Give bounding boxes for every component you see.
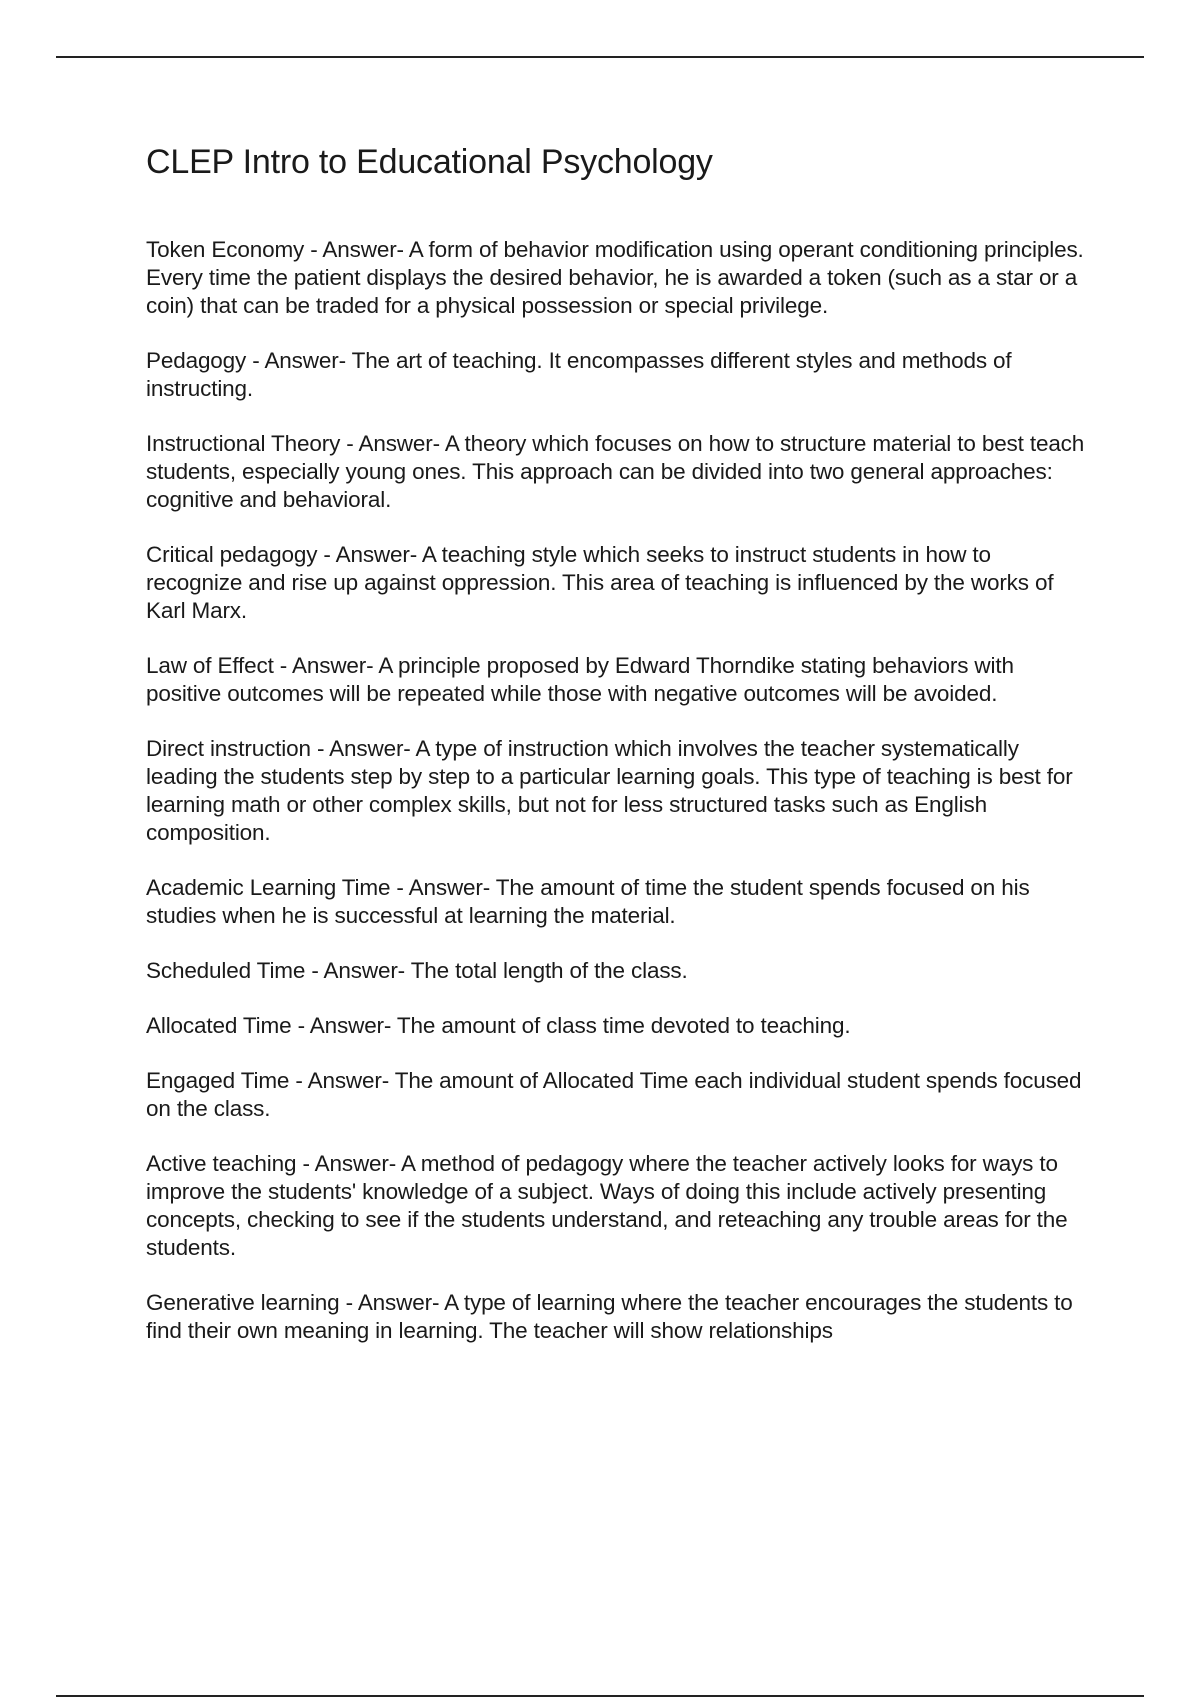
entry-engaged-time: Engaged Time - Answer- The amount of Allocated Time each individual student spends focused on the class. xyxy=(146,1068,1082,1121)
document-title: CLEP Intro to Educational Psychology xyxy=(146,143,713,181)
entry-academic-learning-time: Academic Learning Time - Answer- The amount of time the student spends focused on his studies when he is successful at learning the material. xyxy=(146,875,1030,928)
entry-critical-pedagogy: Critical pedagogy - Answer- A teaching style which seeks to instruct students in how to recognize and rise up against oppression. This area of teaching is influenced by the works of Karl Marx. xyxy=(146,542,1054,623)
entry-instructional-theory: Instructional Theory - Answer- A theory which focuses on how to structure material to best teach students, especially young ones. This approach can be divided into two general approaches: cognitive and behavioral. xyxy=(146,431,1085,512)
document-body xyxy=(146,140,1086,1372)
entry-generative-learning: Generative learning - Answer- A type of learning where the teacher encourages the students to find their own meaning in learning. The teacher will show relationships xyxy=(146,1290,1073,1343)
entry-direct-instruction: Direct instruction - Answer- A type of instruction which involves the teacher systematically leading the students step by step to a particular learning goals. This type of teaching is best for learning math or other complex skills, but not for less structured tasks such as English composition. xyxy=(146,736,1073,845)
entry-active-teaching: Active teaching - Answer- A method of pedagogy where the teacher actively looks for ways to improve the students' knowledge of a subject. Ways of doing this include actively presenting concepts, checking to see if the students understand, and reteaching any trouble areas for the students. xyxy=(146,1151,1068,1260)
entry-allocated-time: Allocated Time - Answer- The amount of class time devoted to teaching. xyxy=(146,1013,851,1038)
bottom-divider xyxy=(56,1695,1144,1697)
entry-scheduled-time: Scheduled Time - Answer- The total length of the class. xyxy=(146,958,688,983)
entry-token-economy: Token Economy - Answer- A form of behavior modification using operant conditioning principles. Every time the patient displays the desired behavior, he is awarded a token (such as a star or a coin) that can be traded for a physical possession or special privilege. xyxy=(146,237,1084,318)
entry-pedagogy: Pedagogy - Answer- The art of teaching. It encompasses different styles and methods of instructing. xyxy=(146,348,1012,401)
top-divider xyxy=(56,56,1144,58)
entry-law-of-effect: Law of Effect - Answer- A principle proposed by Edward Thorndike stating behaviors with positive outcomes will be repeated while those with negative outcomes will be avoided. xyxy=(146,653,1014,706)
